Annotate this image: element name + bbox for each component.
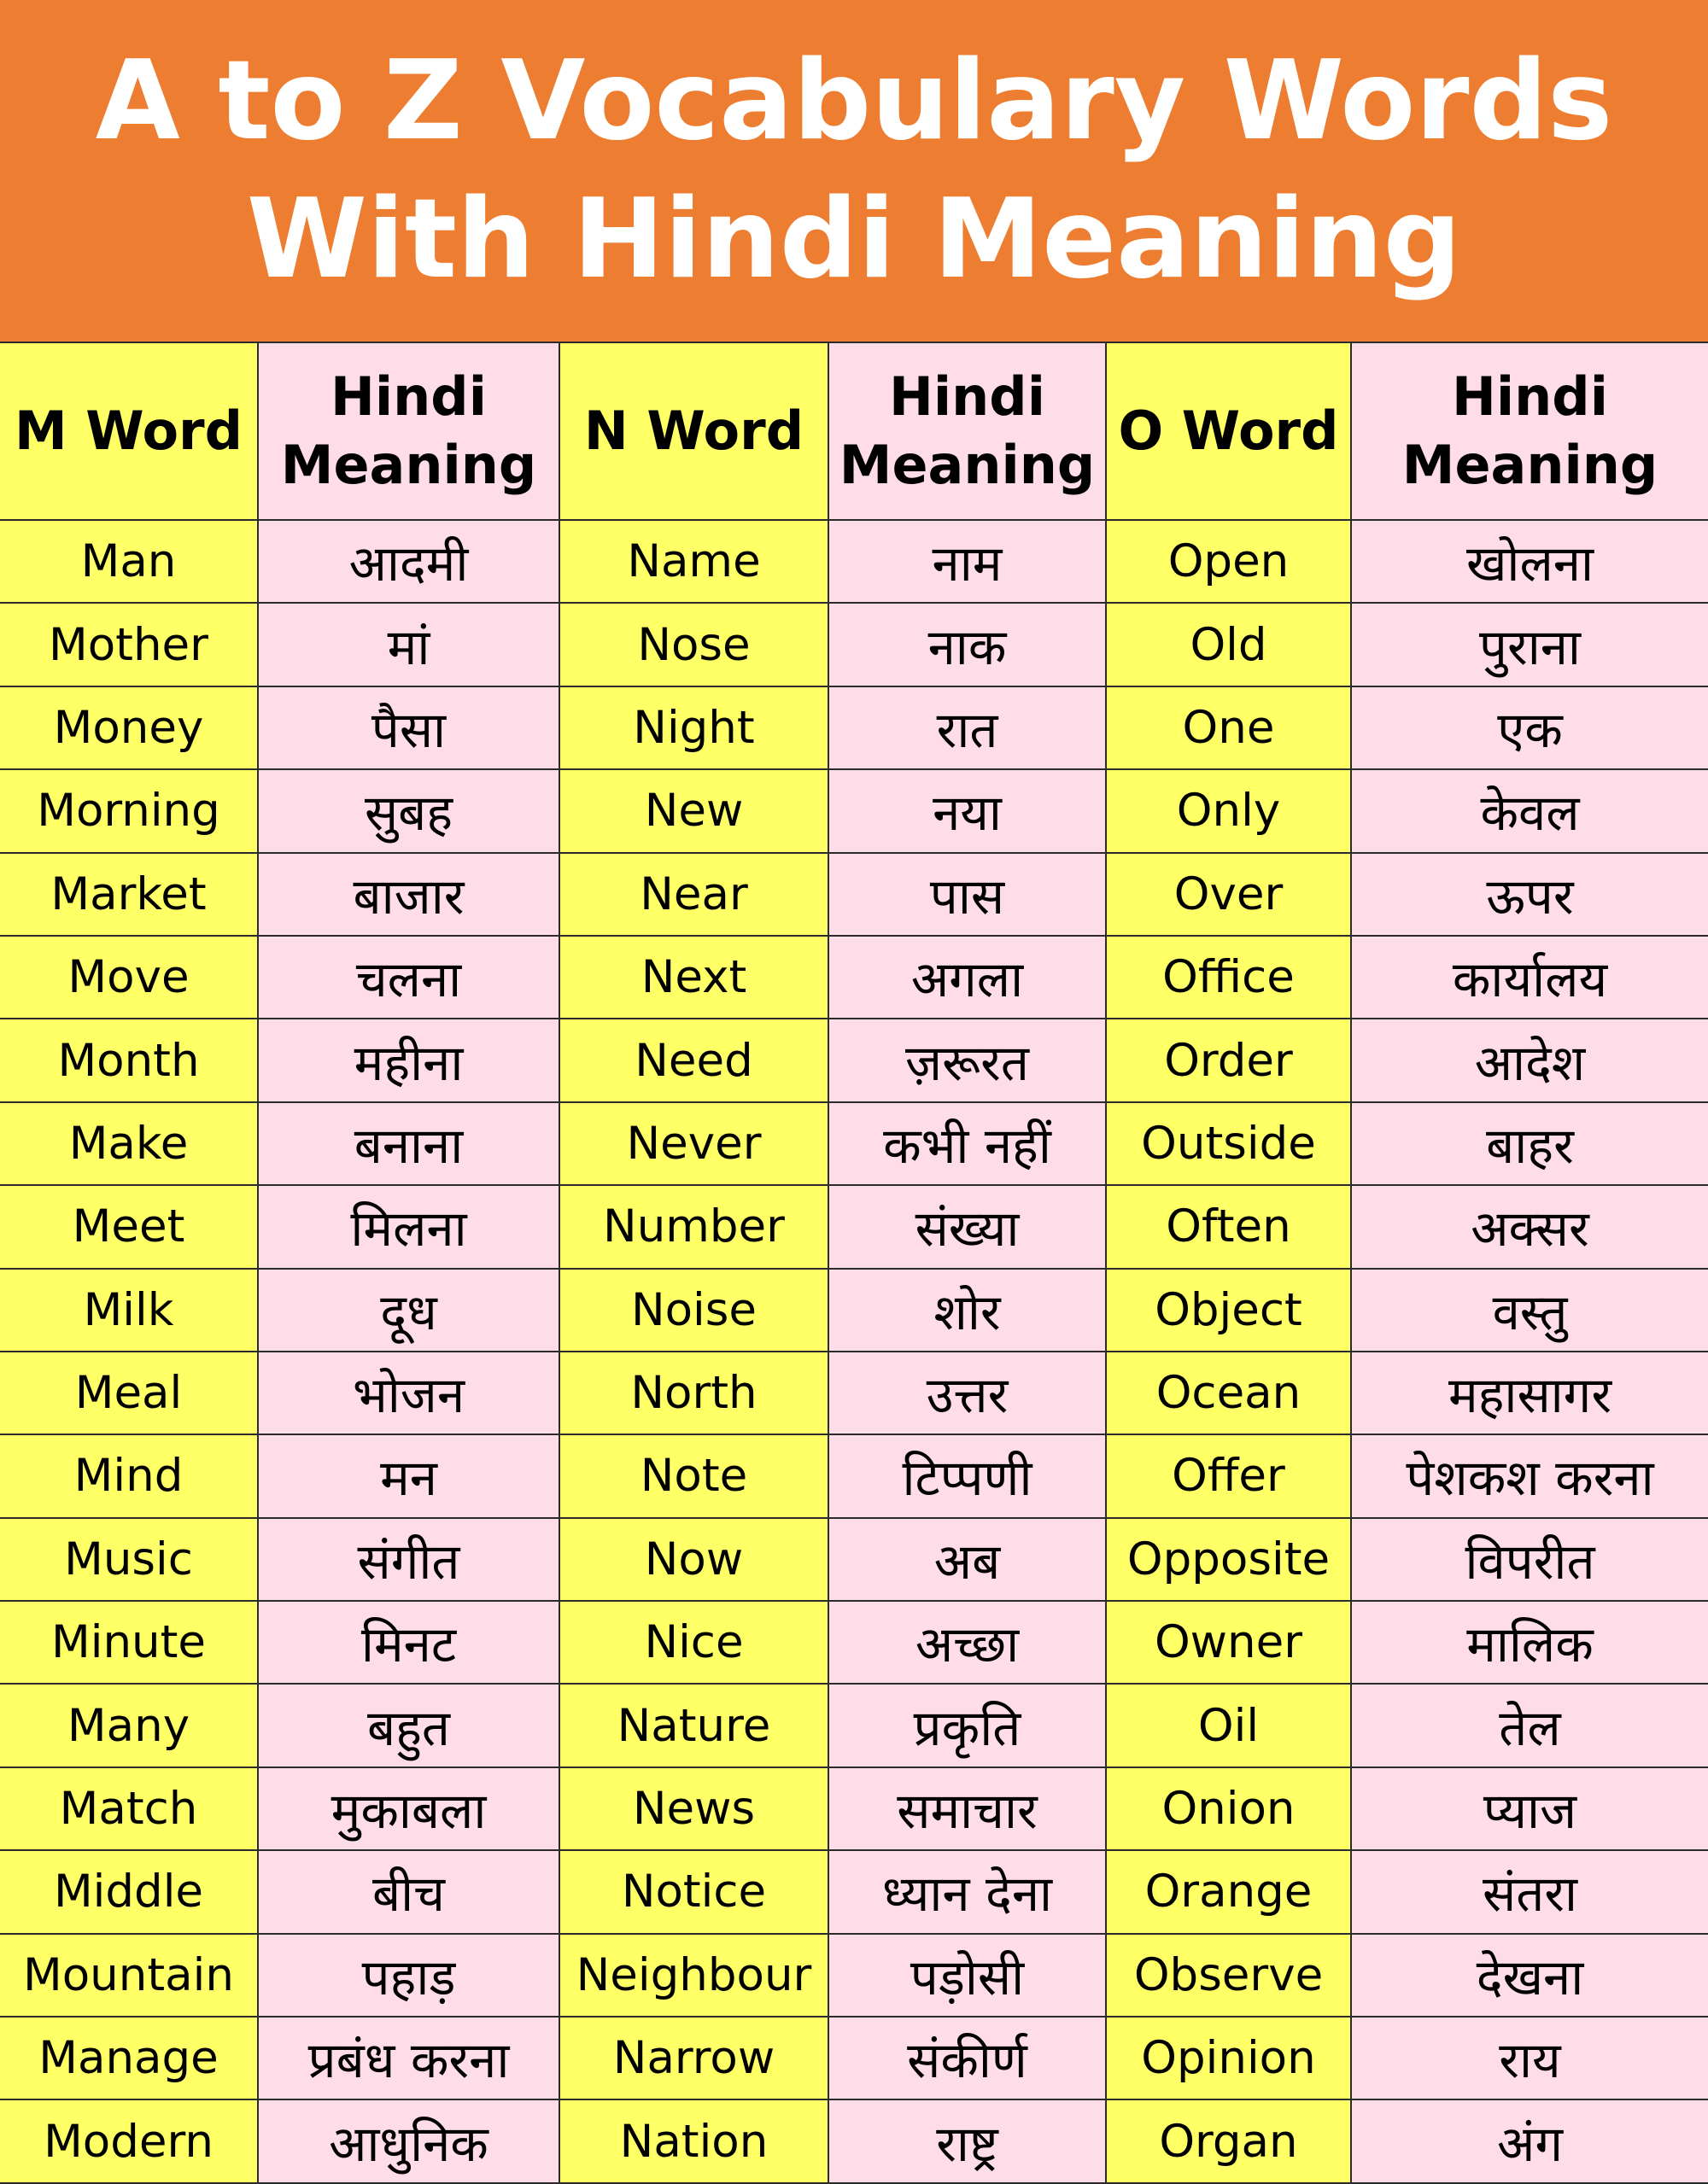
o-word-cell: Orange (1107, 1851, 1352, 1934)
o-word-cell: Owner (1107, 1602, 1352, 1685)
o-hindi-meaning-cell: प्याज (1352, 1768, 1708, 1851)
n-hindi-meaning-cell: नाम (829, 521, 1107, 604)
header-n-hindi-meaning: Hindi Meaning (829, 343, 1107, 521)
header-n-word: N Word (560, 343, 829, 521)
n-word-cell: Near (560, 854, 829, 937)
o-hindi-meaning-cell: कार्यालय (1352, 937, 1708, 1019)
vocabulary-table (0, 342, 1708, 2182)
o-word-cell: Old (1107, 604, 1352, 686)
o-word-cell: Open (1107, 521, 1352, 604)
m-word-cell: Mountain (0, 1935, 259, 2018)
title-banner (0, 0, 1708, 342)
m-hindi-meaning-cell: महीना (259, 1019, 560, 1102)
m-hindi-meaning-cell: मन (259, 1435, 560, 1518)
n-hindi-meaning-cell: टिप्पणी (829, 1435, 1107, 1518)
o-word-cell: Object (1107, 1270, 1352, 1352)
n-hindi-meaning-cell: अगला (829, 937, 1107, 1019)
n-hindi-meaning-cell: नाक (829, 604, 1107, 686)
m-word-cell: Many (0, 1685, 259, 1767)
n-word-cell: Notice (560, 1851, 829, 1934)
o-word-cell: Organ (1107, 2100, 1352, 2183)
m-word-cell: Manage (0, 2018, 259, 2100)
m-hindi-meaning-cell: मां (259, 604, 560, 686)
n-word-cell: Number (560, 1186, 829, 1269)
o-hindi-meaning-cell: अंग (1352, 2100, 1708, 2183)
m-word-cell: Modern (0, 2100, 259, 2183)
m-hindi-meaning-cell: आदमी (259, 521, 560, 604)
o-hindi-meaning-cell: संतरा (1352, 1851, 1708, 1934)
n-hindi-meaning-cell: कभी नहीं (829, 1103, 1107, 1186)
m-hindi-meaning-cell: प्रबंध करना (259, 2018, 560, 2100)
m-word-cell: Mind (0, 1435, 259, 1518)
m-hindi-meaning-cell: मुकाबला (259, 1768, 560, 1851)
m-word-cell: Month (0, 1019, 259, 1102)
n-word-cell: Note (560, 1435, 829, 1518)
o-word-cell: Oil (1107, 1685, 1352, 1767)
n-hindi-meaning-cell: पड़ोसी (829, 1935, 1107, 2018)
m-word-cell: Money (0, 687, 259, 770)
o-word-cell: Outside (1107, 1103, 1352, 1186)
n-hindi-meaning-cell: ज़रूरत (829, 1019, 1107, 1102)
o-hindi-meaning-cell: तेल (1352, 1685, 1708, 1767)
m-hindi-meaning-cell: मिलना (259, 1186, 560, 1269)
m-hindi-meaning-cell: बाजार (259, 854, 560, 937)
o-word-cell: Opinion (1107, 2018, 1352, 2100)
o-hindi-meaning-cell: पुराना (1352, 604, 1708, 686)
n-hindi-meaning-cell: संख्या (829, 1186, 1107, 1269)
o-word-cell: Onion (1107, 1768, 1352, 1851)
m-word-cell: Market (0, 854, 259, 937)
m-word-cell: Morning (0, 770, 259, 853)
n-word-cell: Nation (560, 2100, 829, 2183)
n-word-cell: Narrow (560, 2018, 829, 2100)
n-word-cell: New (560, 770, 829, 853)
m-hindi-meaning-cell: बनाना (259, 1103, 560, 1186)
o-hindi-meaning-cell: मालिक (1352, 1602, 1708, 1685)
m-word-cell: Middle (0, 1851, 259, 1934)
o-hindi-meaning-cell: खोलना (1352, 521, 1708, 604)
o-hindi-meaning-cell: राय (1352, 2018, 1708, 2100)
n-hindi-meaning-cell: प्रकृति (829, 1685, 1107, 1767)
header-m-hindi-meaning: Hindi Meaning (259, 343, 560, 521)
o-hindi-meaning-cell: केवल (1352, 770, 1708, 853)
o-hindi-meaning-cell: पेशकश करना (1352, 1435, 1708, 1518)
header-o-word: O Word (1107, 343, 1352, 521)
o-word-cell: Offer (1107, 1435, 1352, 1518)
n-word-cell: Neighbour (560, 1935, 829, 2018)
n-word-cell: News (560, 1768, 829, 1851)
n-hindi-meaning-cell: शोर (829, 1270, 1107, 1352)
m-hindi-meaning-cell: आधुनिक (259, 2100, 560, 2183)
o-hindi-meaning-cell: देखना (1352, 1935, 1708, 2018)
o-hindi-meaning-cell: वस्तु (1352, 1270, 1708, 1352)
n-word-cell: North (560, 1352, 829, 1435)
n-hindi-meaning-cell: उत्तर (829, 1352, 1107, 1435)
m-hindi-meaning-cell: बीच (259, 1851, 560, 1934)
m-word-cell: Minute (0, 1602, 259, 1685)
m-hindi-meaning-cell: पैसा (259, 687, 560, 770)
o-hindi-meaning-cell: अक्सर (1352, 1186, 1708, 1269)
o-word-cell: Ocean (1107, 1352, 1352, 1435)
m-word-cell: Move (0, 937, 259, 1019)
m-hindi-meaning-cell: भोजन (259, 1352, 560, 1435)
o-word-cell: Over (1107, 854, 1352, 937)
o-word-cell: Opposite (1107, 1519, 1352, 1602)
n-hindi-meaning-cell: संकीर्ण (829, 2018, 1107, 2100)
n-word-cell: Next (560, 937, 829, 1019)
n-word-cell: Night (560, 687, 829, 770)
m-hindi-meaning-cell: चलना (259, 937, 560, 1019)
o-hindi-meaning-cell: महासागर (1352, 1352, 1708, 1435)
n-hindi-meaning-cell: अच्छा (829, 1602, 1107, 1685)
n-word-cell: Need (560, 1019, 829, 1102)
n-hindi-meaning-cell: रात (829, 687, 1107, 770)
o-word-cell: Only (1107, 770, 1352, 853)
n-word-cell: Name (560, 521, 829, 604)
n-hindi-meaning-cell: पास (829, 854, 1107, 937)
n-word-cell: Now (560, 1519, 829, 1602)
n-hindi-meaning-cell: अब (829, 1519, 1107, 1602)
header-o-hindi-meaning: Hindi Meaning (1352, 343, 1708, 521)
m-hindi-meaning-cell: बहुत (259, 1685, 560, 1767)
m-hindi-meaning-cell: दूध (259, 1270, 560, 1352)
n-hindi-meaning-cell: राष्ट्र (829, 2100, 1107, 2183)
title-line-1: A to Z Vocabulary Words (95, 38, 1613, 165)
o-hindi-meaning-cell: एक (1352, 687, 1708, 770)
o-word-cell: One (1107, 687, 1352, 770)
n-word-cell: Never (560, 1103, 829, 1186)
m-word-cell: Match (0, 1768, 259, 1851)
m-hindi-meaning-cell: संगीत (259, 1519, 560, 1602)
n-word-cell: Noise (560, 1270, 829, 1352)
m-word-cell: Milk (0, 1270, 259, 1352)
n-word-cell: Nature (560, 1685, 829, 1767)
m-hindi-meaning-cell: पहाड़ (259, 1935, 560, 2018)
m-hindi-meaning-cell: मिनट (259, 1602, 560, 1685)
m-word-cell: Man (0, 521, 259, 604)
title-line-2: With Hindi Meaning (246, 176, 1462, 303)
n-hindi-meaning-cell: नया (829, 770, 1107, 853)
n-word-cell: Nice (560, 1602, 829, 1685)
n-word-cell: Nose (560, 604, 829, 686)
o-hindi-meaning-cell: ऊपर (1352, 854, 1708, 937)
o-word-cell: Observe (1107, 1935, 1352, 2018)
o-hindi-meaning-cell: विपरीत (1352, 1519, 1708, 1602)
m-word-cell: Mother (0, 604, 259, 686)
o-word-cell: Often (1107, 1186, 1352, 1269)
m-word-cell: Make (0, 1103, 259, 1186)
header-m-word: M Word (0, 343, 259, 521)
o-hindi-meaning-cell: आदेश (1352, 1019, 1708, 1102)
m-word-cell: Meet (0, 1186, 259, 1269)
m-word-cell: Meal (0, 1352, 259, 1435)
o-word-cell: Office (1107, 937, 1352, 1019)
m-hindi-meaning-cell: सुबह (259, 770, 560, 853)
o-hindi-meaning-cell: बाहर (1352, 1103, 1708, 1186)
o-word-cell: Order (1107, 1019, 1352, 1102)
n-hindi-meaning-cell: समाचार (829, 1768, 1107, 1851)
m-word-cell: Music (0, 1519, 259, 1602)
n-hindi-meaning-cell: ध्यान देना (829, 1851, 1107, 1934)
